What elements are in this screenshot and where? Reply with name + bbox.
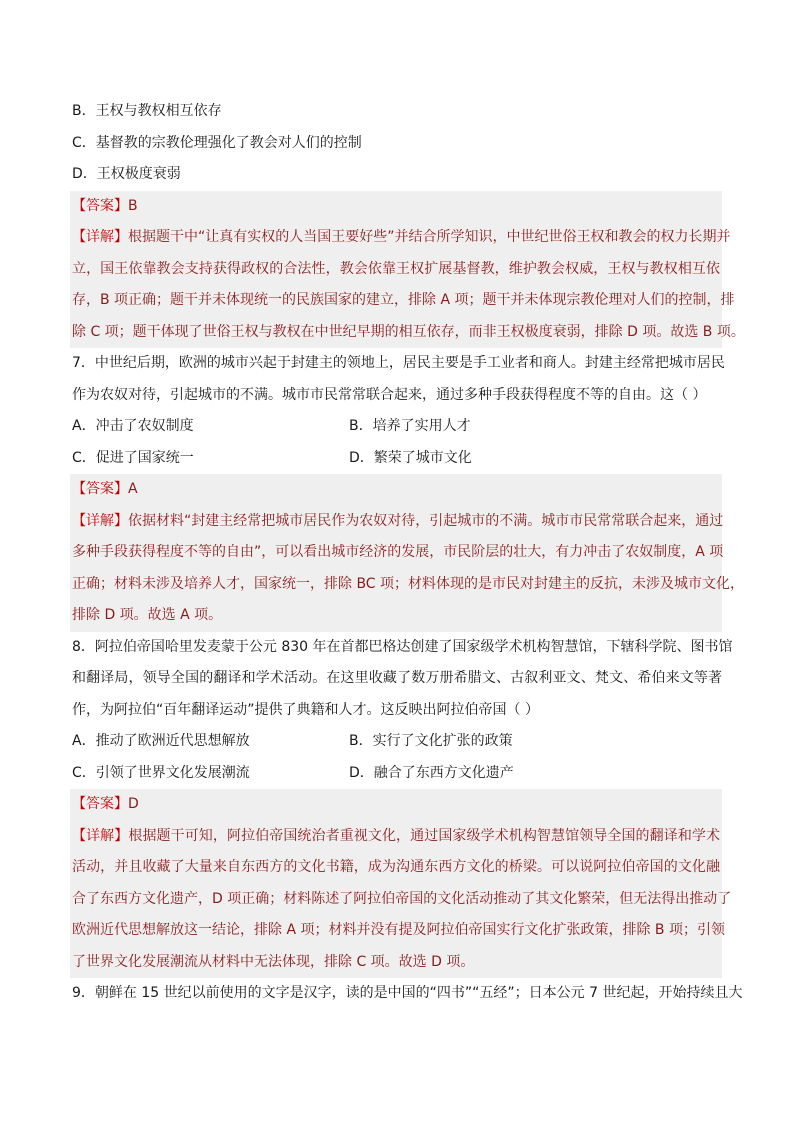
q8-detail-line: 活动，并且收藏了大量来自东西方的文化书籍，成为沟通东西方文化的桥梁。可以说阿拉伯帝国的文化融 bbox=[72, 859, 720, 875]
q8-detail-line: 【详解】根据题干可知，阿拉伯帝国统治者重视文化，通过国家级学术机构智慧馆领导全国的翻译和学术 bbox=[72, 827, 721, 844]
q6-answer-block bbox=[70, 191, 745, 349]
q8-option-c: C．引领了世界文化发展潮流 bbox=[72, 764, 250, 781]
answer-tag: 【答案】 bbox=[72, 796, 128, 812]
answer-value: D bbox=[128, 796, 139, 812]
q8-answer bbox=[72, 789, 720, 821]
q7-option-a: A．冲击了农奴制度 bbox=[72, 418, 194, 434]
q6-detail-line: 存，B 项正确；题干并未体现统一的民族国家的建立，排除 A 项；题干并未体现宗教伦理对人们的控制，排 bbox=[72, 292, 735, 308]
answer-tag: 【答案】 bbox=[72, 197, 128, 214]
detail-tag: 【详解】 bbox=[72, 512, 128, 529]
q8-stem-line: 和翻译局，领导全国的翻译和学术活动。在这里收藏了数万册希腊文、古叙利亚文、梵文、希伯来文等著 bbox=[72, 670, 722, 686]
q6-detail-line: 立，国王依靠教会支持获得政权的合法性，教会依靠王权扩展基督教，维护教会权威，王权与教权相互依 bbox=[72, 260, 720, 277]
q9-stem-line: 9．朝鲜在 15 世纪以前使用的文字是汉字，读的是中国的“四书”“五经”；日本公元 7 世纪起，开始持续且大 bbox=[72, 985, 743, 1001]
q8-answer-block bbox=[70, 789, 732, 978]
answer-value: B bbox=[128, 197, 138, 214]
q8-options-row bbox=[72, 758, 722, 790]
detail-tag: 【详解】 bbox=[72, 827, 129, 844]
q6-option-b: B．王权与教权相互依存 bbox=[72, 103, 222, 119]
q7-answer-block bbox=[70, 474, 745, 632]
q7-stem-line: 7．中世纪后期，欧洲的城市兴起于封建主的领地上，居民主要是手工业者和商人。封建主经常把城市居民 bbox=[72, 355, 725, 371]
q8-stem-line: 作，为阿拉伯“百年翻译运动”提供了典籍和人才。这反映出阿拉伯帝国（ ） bbox=[72, 701, 539, 718]
q7-stem-line: 作为农奴对待，引起城市的不满。城市市民常常联合起来，通过多种手段获得程度不等的自由。这（ ） bbox=[72, 386, 707, 403]
q8-option-b: B．实行了文化扩张的政策 bbox=[349, 733, 513, 749]
q7-detail-line: 【详解】依据材料“封建主经常把城市居民作为农奴对待，引起城市的不满。城市市民常常联合起来，通过 bbox=[72, 512, 724, 529]
q7-option-d: D．繁荣了城市文化 bbox=[349, 449, 472, 466]
q6-option-c: C．基督教的宗教伦理强化了教会对人们的控制 bbox=[72, 134, 362, 151]
q6-detail-line: 【详解】根据题干中“让真有实权的人当国王要好些”并结合所学知识，中世纪世俗王权和教会的权力长期并 bbox=[72, 229, 731, 245]
q6-answer bbox=[72, 191, 720, 223]
q8-detail-line: 了世界文化发展潮流从材料中无法体现，排除 C 项。故选 D 项。 bbox=[72, 953, 475, 970]
q7-answer bbox=[72, 474, 720, 506]
q6-detail-line: 除 C 项；题干体现了世俗王权与教权在中世纪早期的相互依存，而非王权极度衰弱，排除 D 项。故选 B 项。 bbox=[72, 323, 745, 340]
q8-stem-line: 8．阿拉伯帝国哈里发麦蒙于公元 830 年在首都巴格达创建了国家级学术机构智慧馆，下辖科学院、图书馆 bbox=[72, 638, 733, 655]
answer-value: A bbox=[128, 481, 138, 497]
q7-detail-line: 多种手段获得程度不等的自由”，可以看出城市经济的发展，市民阶层的壮大，有力冲击了农奴制度，A 项 bbox=[72, 544, 724, 560]
detail-tag: 【详解】 bbox=[72, 229, 128, 245]
q8-detail-line: 合了东西方文化遗产，D 项正确；材料陈述了阿拉伯帝国的文化活动推动了其文化繁荣，但无法得出推动了 bbox=[72, 890, 732, 907]
q7-options-row bbox=[72, 443, 722, 475]
q7-options-row bbox=[72, 411, 722, 443]
q7-detail-line: 排除 D 项。故选 A 项。 bbox=[72, 607, 223, 623]
page-content bbox=[72, 96, 745, 1010]
q8-detail-line: 欧洲近代思想解放这一结论，排除 A 项；材料并没有提及阿拉伯帝国实行文化扩张政策，排除 B 项；引领 bbox=[72, 922, 725, 938]
q8-option-a: A．推动了欧洲近代思想解放 bbox=[72, 733, 250, 749]
q6-option-d: D．王权极度衰弱 bbox=[72, 166, 181, 182]
q8-options-row bbox=[72, 726, 722, 758]
q7-option-b: B．培养了实用人才 bbox=[349, 418, 471, 434]
answer-tag: 【答案】 bbox=[72, 481, 128, 497]
q8-option-d: D．融合了东西方文化遗产 bbox=[349, 764, 514, 781]
q7-detail-line: 正确；材料未涉及培养人才，国家统一，排除 BC 项；材料体现的是市民对封建主的反抗，未涉及城市文化， bbox=[72, 575, 745, 592]
q7-option-c: C．促进了国家统一 bbox=[72, 449, 194, 466]
